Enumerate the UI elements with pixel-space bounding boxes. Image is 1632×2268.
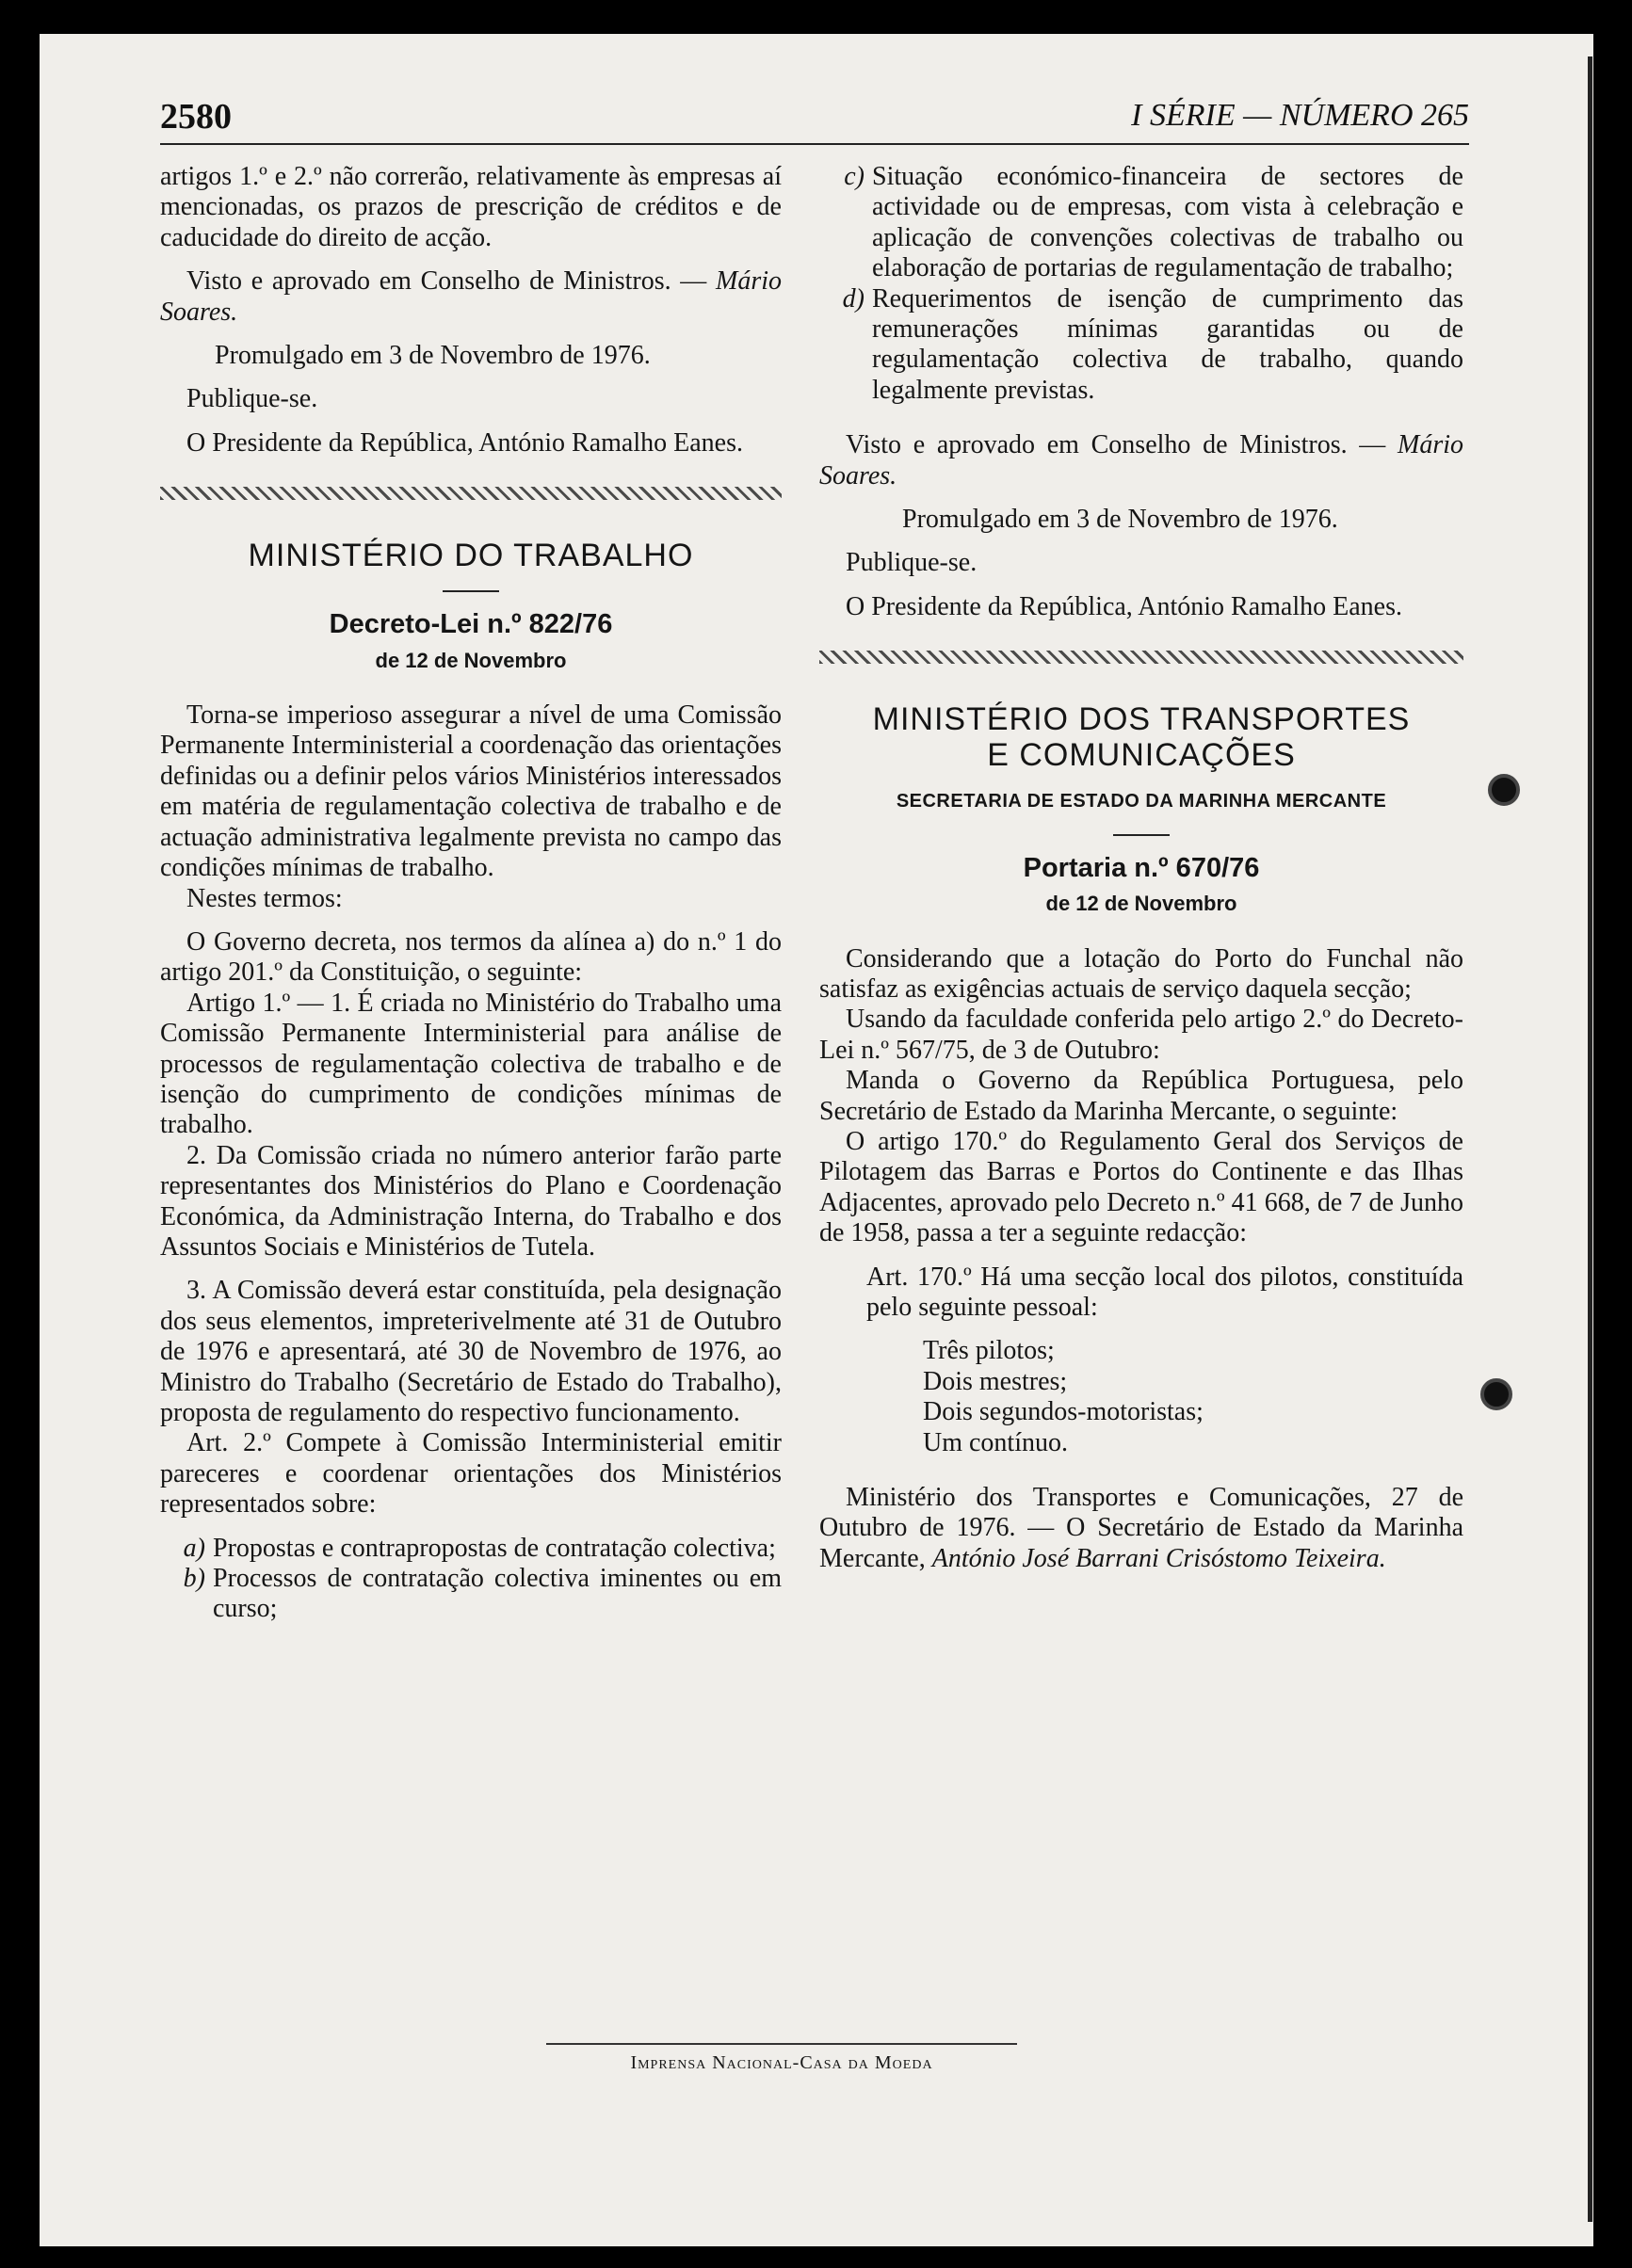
punch-hole-mark bbox=[1488, 774, 1520, 806]
imprint: Imprensa Nacional-Casa da Moeda bbox=[630, 2052, 933, 2073]
paragraph: Considerando que a lotação do Porto do Funchal não satisfaz as exigências actuais de serviço daquela secção; bbox=[819, 943, 1463, 1004]
publique-line: Publique-se. bbox=[846, 548, 978, 578]
list-item: c) Situação económico-financeira de sectores de actividade ou de empresas, com vista à celebração e aplicação de convenções colectivas de trabalho ou elaboração de portarias de regulamentação de trabalho; bbox=[844, 162, 1463, 283]
quoted-article: Art. 170.º Há uma secção local dos pilotos, constituída pelo seguinte pessoal: bbox=[866, 1262, 1463, 1322]
promulgado-line: Promulgado em 3 de Novembro de 1976. bbox=[902, 505, 1338, 535]
decree-title: Decreto-Lei n.º 822/76 bbox=[329, 609, 613, 640]
title-dash bbox=[443, 590, 499, 592]
paragraph: 2. Da Comissão criada no número anterior farão parte representantes dos Ministérios do Plano e Coordenação Económica, da Administração Interna, do Trabalho e dos Assuntos Sociais e Ministérios de Tutela. bbox=[160, 1140, 782, 1262]
list-item: a) Propostas e contrapropostas de contratação colectiva; bbox=[183, 1533, 776, 1563]
list-item: Dois segundos-motoristas; bbox=[923, 1397, 1204, 1427]
punch-hole-mark bbox=[1480, 1378, 1512, 1410]
series-title: I SÉRIE — NÚMERO 265 bbox=[1131, 98, 1469, 133]
presidente-line: O Presidente da República, António Ramalho Eanes. bbox=[186, 427, 743, 458]
staff-list bbox=[819, 1336, 1463, 1458]
page-edge-shadow bbox=[1588, 56, 1592, 2222]
paragraph: Usando da faculdade conferida pelo artigo 2.º do Decreto-Lei n.º 567/75, de 3 de Outubro: bbox=[819, 1005, 1463, 1065]
visto-line: Visto e aprovado em Conselho de Ministros. — Mário Soares. bbox=[160, 266, 782, 327]
title-dash bbox=[1113, 834, 1170, 836]
footer-rule bbox=[546, 2043, 1017, 2045]
right-column bbox=[819, 162, 1463, 1574]
promulgado-line: Promulgado em 3 de Novembro de 1976. bbox=[215, 341, 651, 371]
paragraph: O artigo 170.º do Regulamento Geral dos Serviços de Pilotagem das Barras e Portos do Continente e das Ilhas Adjacentes, aprovado pelo Decreto n.º 41 668, de 7 de Junho de 1958, passa a ter a seguinte redacção: bbox=[819, 1126, 1463, 1248]
paragraph: 3. A Comissão deverá estar constituída, pela designação dos seus elementos, impreterivelmente até 31 de Outubro de 1976 e apresentará, até 30 de Novembro de 1976, ao Ministro do Trabalho (Secretário de Estado do Trabalho), proposta de regulamento do respectivo funcionamento. bbox=[160, 1276, 782, 1427]
ministry-title: MINISTÉRIO DOS TRANSPORTES bbox=[872, 701, 1411, 738]
presidente-line: O Presidente da República, António Ramalho Eanes. bbox=[846, 591, 1402, 621]
visto-line: Visto e aprovado em Conselho de Ministros. — Mário Soares. bbox=[819, 430, 1463, 491]
paragraph: Art. 2.º Compete à Comissão Interministerial emitir pareceres e coordenar orientações dos Ministérios representados sobre: bbox=[160, 1428, 782, 1520]
secretaria-title: SECRETARIA DE ESTADO DA MARINHA MERCANTE bbox=[896, 791, 1387, 812]
section-divider bbox=[160, 487, 782, 500]
portaria-title: Portaria n.º 670/76 bbox=[1023, 852, 1260, 883]
page-number: 2580 bbox=[160, 97, 232, 137]
list-item: Três pilotos; bbox=[923, 1336, 1055, 1366]
list-item: d) Requerimentos de isenção de cumprimento das remunerações mínimas garantidas ou de regulamentação colectiva de trabalho, quando legalmente previstas. bbox=[842, 283, 1463, 405]
list-item: Um contínuo. bbox=[923, 1427, 1068, 1457]
publique-line: Publique-se. bbox=[186, 384, 318, 414]
paragraph: artigos 1.º e 2.º não correrão, relativamente às empresas aí mencionadas, os prazos de prescrição de créditos e de caducidade do direito de acção. bbox=[160, 162, 782, 252]
page-header bbox=[160, 87, 1469, 145]
section-divider bbox=[819, 651, 1463, 664]
paragraph: Torna-se imperioso assegurar a nível de uma Comissão Permanente Interministerial a coordenação das orientações definidas ou a definir pelos vários Ministérios interessados em matéria de regulamentação colectiva de trabalho e de actuação administrativa legalmente prevista no campo das condições mínimas de trabalho. bbox=[160, 700, 782, 883]
paragraph: Nestes termos: bbox=[186, 883, 343, 913]
portaria-date: de 12 de Novembro bbox=[1045, 892, 1237, 916]
paragraph: Artigo 1.º — 1. É criada no Ministério do Trabalho uma Comissão Permanente Interministerial para análise de processos de regulamentação colectiva de trabalho e de isenção do cumprimento de condições mínimas de trabalho. bbox=[160, 988, 782, 1140]
paragraph: O Governo decreta, nos termos da alínea a) do n.º 1 do artigo 201.º da Constituição, o seguinte: bbox=[160, 926, 782, 988]
list-item: Dois mestres; bbox=[923, 1366, 1068, 1396]
decree-date: de 12 de Novembro bbox=[375, 648, 567, 672]
list bbox=[160, 1534, 782, 1625]
ministry-title: MINISTÉRIO DO TRABALHO bbox=[248, 538, 694, 574]
left-column bbox=[160, 162, 782, 1625]
paragraph: Manda o Governo da República Portuguesa, pelo Secretário de Estado da Marinha Mercante, o seguinte: bbox=[819, 1066, 1463, 1126]
closing-paragraph: Ministério dos Transportes e Comunicações, 27 de Outubro de 1976. — O Secretário de Estado da Marinha Mercante, António José Barrani Crisóstomo Teixeira. bbox=[819, 1483, 1463, 1573]
list-item: b) Processos de contratação colectiva iminentes ou em curso; bbox=[183, 1564, 782, 1624]
ministry-title-line2: E COMUNICAÇÕES bbox=[987, 737, 1296, 774]
